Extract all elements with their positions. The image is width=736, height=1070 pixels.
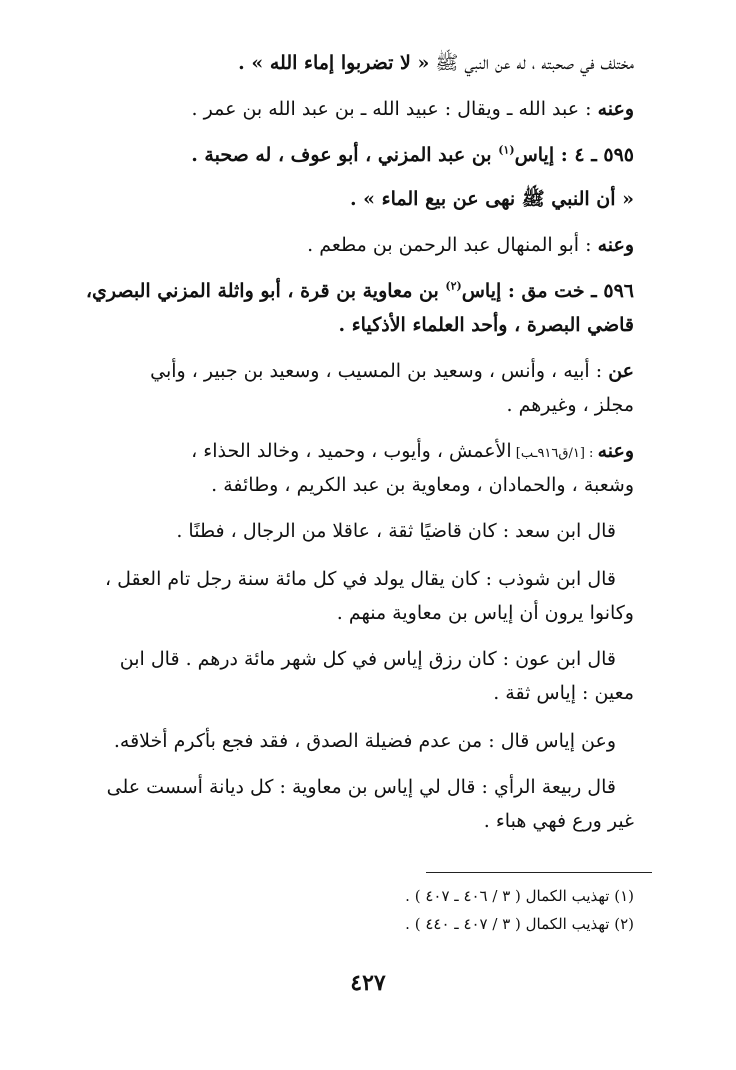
hadith-line: « أن النبي ﷺ نهى عن بيع الماء » .: [349, 188, 634, 210]
entry-596-heading-cont: قاضي البصرة ، وأحد العلماء الأذكياء .: [338, 314, 634, 336]
line-15: قال ابن عون : كان رزق إياس في كل شهر مائة درهم . قال ابن: [119, 648, 616, 670]
line-10-text: الأعمش ، وأيوب ، وحميد ، وخالد الحذاء ،: [191, 440, 512, 462]
footnote-2: (٢) تهذيب الكمال ( ٣ / ٤٠٧ ـ ٤٤٠ ) .: [405, 915, 634, 933]
footnote-ref-2: (٢): [445, 279, 462, 293]
line-12: قال ابن سعد : كان قاضيًا ثقة ، عاقلا من الرجال ، فطنًا .: [176, 520, 616, 542]
line-18: قال ربيعة الرأي : قال لي إياس بن معاوية : كل ديانة أسست على: [106, 776, 616, 798]
narrated-from-label: عن: [608, 360, 634, 382]
line-9: مجلز ، وغيرهم .: [506, 394, 634, 416]
page-number: ٤٢٧: [350, 970, 386, 996]
footnote-ref-1: (١): [498, 143, 515, 157]
footnote-1: (١) تهذيب الكمال ( ٣ / ٤٠٦ ـ ٤٠٧ ) .: [405, 887, 634, 905]
line-2-text: : عبد الله ـ ويقال : عبيد الله ـ بن عبد الله بن عمر .: [191, 98, 598, 120]
line-5-text: : أبو المنهال عبد الرحمن بن مطعم .: [307, 234, 598, 256]
line-8: [70, 358, 634, 384]
entry-595-rest: بن عبد المزني ، أبو عوف ، له صحبة .: [191, 144, 499, 166]
line-14: وكانوا يرون أن إياس بن معاوية منهم .: [336, 602, 634, 624]
footnote-divider: [426, 872, 652, 873]
entry-596-rest: بن معاوية بن قرة ، أبو واثلة المزني البصري،: [85, 280, 446, 302]
line-8-text: : أبيه ، وأنس ، وسعيد بن المسيب ، وسعيد بن جبير ، وأبي: [150, 360, 609, 382]
line-5: [70, 232, 634, 258]
narrators-from-label: وعنه: [597, 234, 634, 256]
line-17: وعن إياس قال : من عدم فضيلة الصدق ، فقد فجع بأكرم أخلاقه.: [113, 730, 616, 752]
line-10: [70, 438, 634, 467]
line-19: غير ورع فهي هباء .: [483, 810, 634, 832]
manuscript-ref: : [١/ق٩١٦ـب]: [511, 446, 598, 461]
line-11: وشعبة ، والحمادان ، ومعاوية بن عبد الكريم ، وطائفة .: [211, 474, 634, 496]
entry-595-heading: [70, 142, 634, 168]
line-1: [70, 50, 634, 76]
entry-596-number-name: ٥٩٦ ـ خت مق : إياس: [461, 280, 634, 302]
entry-596-heading: [70, 278, 634, 304]
hadith-quote: « لا تضربوا إماء الله » .: [238, 52, 430, 74]
narrators-from-label: وعنه: [597, 98, 634, 120]
line-2: [70, 96, 634, 122]
line-1-text: مختلف في صحبته ، له عن النبي ﷺ: [429, 52, 634, 74]
line-13: قال ابن شوذب : كان يقال يولد في كل مائة سنة رجل تام العقل ،: [104, 568, 616, 590]
narrators-from-label: وعنه: [597, 440, 634, 462]
line-16: معين : إياس ثقة .: [493, 682, 634, 704]
entry-595-number-name: ٥٩٥ ـ ٤ : إياس: [514, 144, 634, 166]
